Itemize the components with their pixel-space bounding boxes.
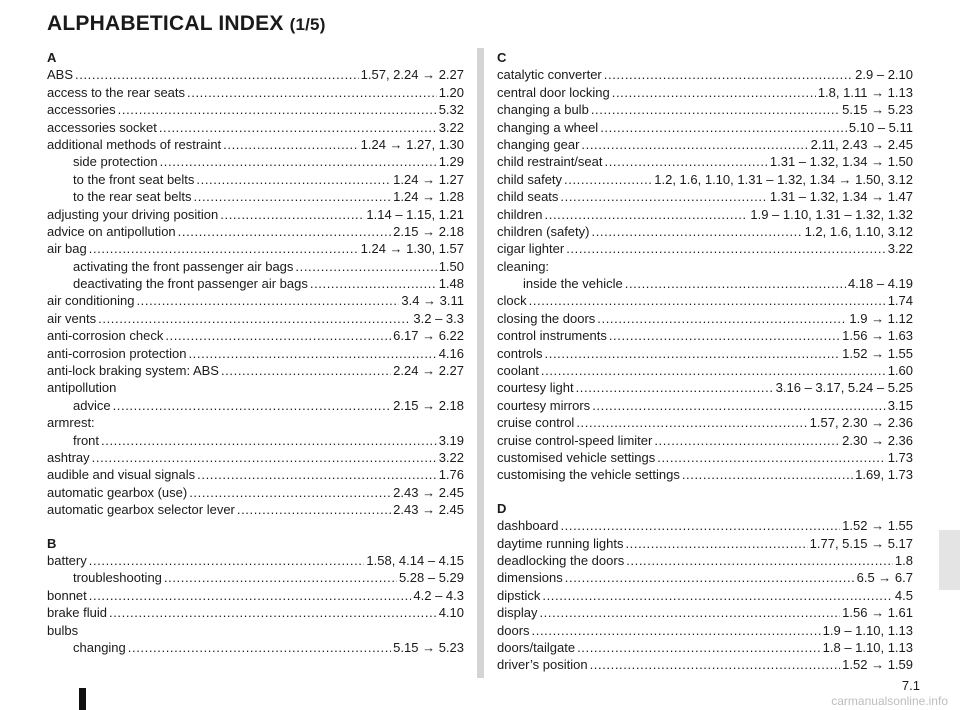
index-entry[interactable] bbox=[47, 310, 464, 327]
dot-leader bbox=[159, 119, 437, 136]
index-entry[interactable] bbox=[47, 345, 464, 362]
index-entry[interactable] bbox=[47, 501, 464, 518]
index-entry[interactable] bbox=[497, 535, 913, 552]
dot-leader bbox=[560, 188, 767, 205]
entry-page-ref: 2.43 → 2.45 bbox=[393, 502, 464, 518]
index-entry[interactable] bbox=[497, 310, 913, 327]
index-entry[interactable] bbox=[497, 188, 913, 205]
entry-label: inside the vehicle bbox=[523, 276, 623, 292]
entry-label: changing a wheel bbox=[497, 119, 599, 135]
entry-page-ref: 1.9 – 1.10, 1.13 bbox=[822, 622, 913, 638]
entry-page-ref: 1.60 bbox=[887, 363, 913, 379]
dot-leader bbox=[89, 552, 365, 569]
index-entry[interactable] bbox=[497, 171, 913, 188]
dot-leader bbox=[165, 327, 391, 344]
entry-page-ref: 3.19 bbox=[438, 432, 464, 448]
entry-label: battery bbox=[47, 552, 87, 568]
entry-label: control instruments bbox=[497, 328, 607, 344]
page-number: 7.1 bbox=[901, 678, 920, 693]
section-letter: B bbox=[47, 535, 57, 551]
dot-leader bbox=[221, 362, 391, 379]
entry-page-ref: 1.8, 1.11 → 1.13 bbox=[817, 84, 913, 100]
index-section-b bbox=[47, 535, 464, 657]
entry-page-ref: 3.16 – 3.17, 5.24 – 5.25 bbox=[775, 380, 913, 396]
index-entry[interactable] bbox=[47, 449, 464, 466]
entry-page-ref: 1.74 bbox=[887, 293, 913, 309]
entry-label: anti-corrosion protection bbox=[47, 345, 187, 361]
section-letter: C bbox=[497, 50, 507, 65]
dot-leader bbox=[189, 484, 391, 501]
index-entry[interactable] bbox=[47, 101, 464, 118]
entry-label: bonnet bbox=[47, 587, 87, 603]
entry-page-ref: 1.2, 1.6, 1.10, 1.31 – 1.32, 1.34 → 1.50, 3.12 bbox=[654, 171, 913, 187]
index-entry[interactable] bbox=[497, 258, 913, 275]
dot-leader bbox=[223, 136, 358, 153]
entry-label: dashboard bbox=[497, 518, 559, 534]
index-entry[interactable] bbox=[497, 517, 913, 534]
entry-label: adjusting your driving position bbox=[47, 206, 219, 222]
dot-leader bbox=[196, 171, 391, 188]
entry-page-ref: 1.77, 5.15 → 5.17 bbox=[809, 535, 913, 551]
index-entry[interactable] bbox=[47, 484, 464, 501]
entry-page-ref: 1.24 → 1.28 bbox=[393, 189, 464, 205]
entry-page-ref: 1.73 bbox=[887, 449, 913, 465]
entry-label: audible and visual signals bbox=[47, 467, 196, 483]
index-entry[interactable] bbox=[47, 587, 464, 604]
dot-leader bbox=[529, 292, 886, 309]
entry-label: central door locking bbox=[497, 84, 610, 100]
entry-page-ref: 1.76 bbox=[438, 467, 464, 483]
dot-leader bbox=[576, 379, 774, 396]
index-column-left bbox=[47, 49, 464, 672]
entry-page-ref: 5.15 → 5.23 bbox=[393, 639, 464, 655]
index-entry[interactable] bbox=[497, 414, 913, 431]
entry-page-ref: 1.52 → 1.55 bbox=[842, 518, 913, 534]
index-entry[interactable] bbox=[497, 432, 913, 449]
index-subentry[interactable] bbox=[47, 188, 464, 205]
entry-label: activating the front passenger air bags bbox=[73, 258, 294, 274]
corner-mark bbox=[79, 688, 86, 710]
entry-label: troubleshooting bbox=[73, 570, 162, 586]
entry-label: dimensions bbox=[497, 570, 563, 586]
dot-leader bbox=[625, 275, 846, 292]
index-entry[interactable] bbox=[497, 66, 913, 83]
entry-page-ref: 1.52 → 1.55 bbox=[842, 345, 913, 361]
entry-label: cruise control-speed limiter bbox=[497, 432, 653, 448]
dot-leader bbox=[545, 345, 841, 362]
index-subentry[interactable] bbox=[47, 639, 464, 656]
index-entry[interactable] bbox=[497, 639, 913, 656]
chapter-tab bbox=[939, 530, 960, 590]
dot-leader bbox=[609, 327, 840, 344]
index-entry[interactable] bbox=[497, 604, 913, 621]
entry-page-ref: 6.5 → 6.7 bbox=[856, 570, 913, 586]
entry-page-ref: 1.69, 1.73 bbox=[855, 467, 913, 483]
index-entry[interactable] bbox=[47, 622, 464, 639]
entry-label: cigar lighter bbox=[497, 241, 565, 257]
entry-page-ref: 1.24 → 1.27 bbox=[393, 171, 464, 187]
dot-leader bbox=[564, 171, 652, 188]
dot-leader bbox=[194, 188, 392, 205]
entry-label: doors bbox=[497, 622, 530, 638]
entry-page-ref: 4.10 bbox=[438, 605, 464, 621]
entry-label: controls bbox=[497, 345, 543, 361]
dot-leader bbox=[75, 66, 359, 83]
entry-label: advice bbox=[73, 397, 111, 413]
dot-leader bbox=[220, 206, 364, 223]
index-entry[interactable] bbox=[497, 449, 913, 466]
entry-label: clock bbox=[497, 293, 527, 309]
index-entry[interactable] bbox=[497, 587, 913, 604]
dot-leader bbox=[532, 622, 821, 639]
index-entry[interactable] bbox=[497, 292, 913, 309]
index-entry[interactable] bbox=[47, 379, 464, 396]
index-entry[interactable] bbox=[47, 327, 464, 344]
entry-page-ref: 2.24 → 2.27 bbox=[393, 363, 464, 379]
dot-leader bbox=[539, 604, 840, 621]
dot-leader bbox=[600, 119, 847, 136]
index-section-c bbox=[497, 49, 913, 484]
index-subentry[interactable] bbox=[47, 275, 464, 292]
dot-leader bbox=[612, 84, 816, 101]
section-letter: A bbox=[47, 50, 57, 65]
dot-leader bbox=[581, 136, 808, 153]
entry-label: doors/tailgate bbox=[497, 639, 576, 655]
index-entry[interactable] bbox=[497, 622, 913, 639]
index-entry[interactable] bbox=[497, 153, 913, 170]
entry-label: access to the rear seats bbox=[47, 84, 186, 100]
page-subtitle: (1/5) bbox=[289, 15, 326, 34]
page-title-text: ALPHABETICAL INDEX bbox=[47, 12, 284, 35]
dot-leader bbox=[604, 66, 853, 83]
entry-page-ref: 5.28 – 5.29 bbox=[398, 570, 464, 586]
entry-label: deadlocking the doors bbox=[497, 552, 625, 568]
entry-page-ref: 1.58, 4.14 – 4.15 bbox=[366, 552, 464, 568]
entry-page-ref: 4.18 – 4.19 bbox=[847, 276, 913, 292]
dot-leader bbox=[591, 101, 840, 118]
dot-leader bbox=[98, 310, 411, 327]
entry-page-ref: 4.5 bbox=[894, 587, 913, 603]
index-subentry[interactable] bbox=[47, 397, 464, 414]
entry-page-ref: 2.11, 2.43 → 2.45 bbox=[810, 136, 913, 152]
entry-page-ref: 1.52 → 1.59 bbox=[842, 657, 913, 673]
watermark: carmanualsonline.info bbox=[831, 694, 948, 708]
entry-page-ref: 2.15 → 2.18 bbox=[393, 223, 464, 239]
entry-label: dipstick bbox=[497, 587, 541, 603]
dot-leader bbox=[626, 552, 893, 569]
index-entry[interactable] bbox=[497, 101, 913, 118]
entry-label: air bag bbox=[47, 241, 87, 257]
entry-label: customising the vehicle settings bbox=[497, 467, 680, 483]
dot-leader bbox=[89, 587, 412, 604]
dot-leader bbox=[625, 535, 807, 552]
index-entry[interactable] bbox=[47, 362, 464, 379]
index-entry[interactable] bbox=[47, 240, 464, 257]
entry-page-ref: 6.17 → 6.22 bbox=[393, 328, 464, 344]
index-entry[interactable] bbox=[497, 119, 913, 136]
entry-label: to the rear seat belts bbox=[73, 189, 192, 205]
entry-label: changing bbox=[73, 639, 126, 655]
entry-label: driver’s position bbox=[497, 657, 588, 673]
dot-leader bbox=[565, 569, 855, 586]
index-entry[interactable] bbox=[497, 84, 913, 101]
entry-label: additional methods of restraint bbox=[47, 136, 222, 152]
entry-page-ref: 5.32 bbox=[438, 102, 464, 118]
index-column-right bbox=[497, 49, 913, 690]
entry-page-ref: 1.24 → 1.30, 1.57 bbox=[360, 241, 464, 257]
dot-leader bbox=[118, 101, 437, 118]
dot-leader bbox=[164, 569, 397, 586]
entry-label: coolant bbox=[497, 363, 539, 379]
index-entry[interactable] bbox=[497, 379, 913, 396]
entry-page-ref: 2.9 – 2.10 bbox=[855, 67, 913, 83]
entry-label: cruise control bbox=[497, 415, 575, 431]
dot-leader bbox=[113, 397, 392, 414]
entry-page-ref: 1.24 → 1.27, 1.30 bbox=[360, 136, 464, 152]
entry-page-ref: 1.2, 1.6, 1.10, 3.12 bbox=[804, 223, 913, 239]
entry-page-ref: 1.57, 2.24 → 2.27 bbox=[360, 67, 464, 83]
dot-leader bbox=[136, 292, 399, 309]
entry-label: child safety bbox=[497, 171, 563, 187]
dot-leader bbox=[654, 432, 840, 449]
index-entry[interactable] bbox=[47, 119, 464, 136]
entry-label: ashtray bbox=[47, 449, 90, 465]
dot-leader bbox=[682, 466, 853, 483]
dot-leader bbox=[566, 240, 885, 257]
entry-page-ref: 3.4 → 3.11 bbox=[401, 293, 464, 309]
dot-leader bbox=[237, 501, 391, 518]
entry-label: display bbox=[497, 605, 538, 621]
index-subentry[interactable] bbox=[47, 432, 464, 449]
index-entry[interactable] bbox=[47, 604, 464, 621]
dot-leader bbox=[128, 639, 391, 656]
index-entry[interactable] bbox=[47, 66, 464, 83]
entry-label: automatic gearbox (use) bbox=[47, 484, 188, 500]
dot-leader bbox=[545, 206, 749, 223]
index-entry[interactable] bbox=[497, 466, 913, 483]
index-entry[interactable] bbox=[497, 362, 913, 379]
index-entry[interactable] bbox=[497, 397, 913, 414]
entry-label: armrest: bbox=[47, 415, 95, 431]
entry-page-ref: 2.43 → 2.45 bbox=[393, 484, 464, 500]
index-entry[interactable] bbox=[47, 414, 464, 431]
index-entry[interactable] bbox=[497, 206, 913, 223]
dot-leader bbox=[295, 258, 436, 275]
dot-leader bbox=[92, 449, 437, 466]
index-entry[interactable] bbox=[497, 656, 913, 673]
index-entry[interactable] bbox=[47, 552, 464, 569]
entry-page-ref: 3.15 bbox=[887, 397, 913, 413]
column-divider bbox=[477, 48, 484, 678]
entry-label: accessories bbox=[47, 102, 116, 118]
dot-leader bbox=[542, 587, 893, 604]
entry-label: automatic gearbox selector lever bbox=[47, 502, 235, 518]
entry-page-ref: 5.15 → 5.23 bbox=[842, 102, 913, 118]
entry-page-ref: 1.8 bbox=[894, 552, 913, 568]
dot-leader bbox=[657, 449, 885, 466]
entry-page-ref: 4.2 – 4.3 bbox=[413, 587, 464, 603]
entry-label: to the front seat belts bbox=[73, 171, 195, 187]
entry-page-ref: 2.15 → 2.18 bbox=[393, 397, 464, 413]
entry-label: accessories socket bbox=[47, 119, 157, 135]
index-entry[interactable] bbox=[47, 466, 464, 483]
entry-label: deactivating the front passenger air bags bbox=[73, 276, 308, 292]
entry-label: front bbox=[73, 432, 100, 448]
entry-page-ref: 1.56 → 1.61 bbox=[842, 605, 913, 621]
index-subentry[interactable] bbox=[47, 258, 464, 275]
entry-label: changing a bulb bbox=[497, 102, 589, 118]
entry-label: closing the doors bbox=[497, 310, 596, 326]
entry-label: air vents bbox=[47, 310, 97, 326]
entry-label: anti-lock braking system: ABS bbox=[47, 363, 219, 379]
entry-label: customised vehicle settings bbox=[497, 449, 656, 465]
index-entry[interactable] bbox=[497, 223, 913, 240]
entry-label: anti-corrosion check bbox=[47, 328, 164, 344]
entry-label: antipollution bbox=[47, 380, 117, 396]
dot-leader bbox=[560, 517, 840, 534]
dot-leader bbox=[109, 604, 437, 621]
index-entry[interactable] bbox=[47, 84, 464, 101]
entry-page-ref: 3.22 bbox=[438, 449, 464, 465]
entry-label: cleaning: bbox=[497, 258, 550, 274]
entry-page-ref: 1.14 – 1.15, 1.21 bbox=[366, 206, 464, 222]
entry-label: bulbs bbox=[47, 622, 79, 638]
entry-page-ref: 3.22 bbox=[438, 119, 464, 135]
dot-leader bbox=[197, 466, 437, 483]
entry-page-ref: 2.30 → 2.36 bbox=[842, 432, 913, 448]
entry-label: children (safety) bbox=[497, 223, 590, 239]
index-entry[interactable] bbox=[497, 136, 913, 153]
entry-page-ref: 4.16 bbox=[438, 345, 464, 361]
entry-label: child seats bbox=[497, 189, 559, 205]
entry-page-ref: 1.31 – 1.32, 1.34 → 1.50 bbox=[769, 154, 913, 170]
index-entry[interactable] bbox=[497, 552, 913, 569]
dot-leader bbox=[591, 223, 802, 240]
entry-page-ref: 1.48 bbox=[438, 276, 464, 292]
index-entry[interactable] bbox=[47, 206, 464, 223]
entry-page-ref: 1.29 bbox=[438, 154, 464, 170]
dot-leader bbox=[101, 432, 437, 449]
entry-label: ABS bbox=[47, 67, 74, 83]
dot-leader bbox=[577, 639, 821, 656]
section-letter: D bbox=[497, 500, 507, 516]
dot-leader bbox=[89, 240, 359, 257]
entry-page-ref: 1.56 → 1.63 bbox=[842, 328, 913, 344]
index-section-a bbox=[47, 49, 464, 519]
entry-page-ref: 3.22 bbox=[887, 241, 913, 257]
index-entry[interactable] bbox=[497, 569, 913, 586]
index-section-d bbox=[497, 500, 913, 674]
entry-page-ref: 1.31 – 1.32, 1.34 → 1.47 bbox=[769, 189, 913, 205]
index-entry[interactable] bbox=[497, 327, 913, 344]
entry-label: courtesy mirrors bbox=[497, 397, 591, 413]
entry-page-ref: 1.9 – 1.10, 1.31 – 1.32, 1.32 bbox=[750, 206, 913, 222]
entry-label: children bbox=[497, 206, 543, 222]
index-subentry[interactable] bbox=[47, 153, 464, 170]
dot-leader bbox=[605, 153, 768, 170]
entry-label: brake fluid bbox=[47, 605, 107, 621]
entry-label: changing gear bbox=[497, 136, 580, 152]
entry-page-ref: 5.10 – 5.11 bbox=[848, 119, 913, 135]
dot-leader bbox=[597, 310, 847, 327]
entry-label: child restraint/seat bbox=[497, 154, 603, 170]
dot-leader bbox=[188, 345, 436, 362]
index-entry[interactable] bbox=[47, 136, 464, 153]
entry-page-ref: 1.57, 2.30 → 2.36 bbox=[809, 415, 913, 431]
index-entry[interactable] bbox=[497, 240, 913, 257]
entry-page-ref: 1.20 bbox=[438, 84, 464, 100]
dot-leader bbox=[310, 275, 437, 292]
entry-label: daytime running lights bbox=[497, 535, 624, 551]
entry-label: catalytic converter bbox=[497, 67, 602, 83]
index-entry[interactable] bbox=[497, 345, 913, 362]
dot-leader bbox=[592, 397, 886, 414]
dot-leader bbox=[160, 153, 437, 170]
entry-page-ref: 1.50 bbox=[438, 258, 464, 274]
entry-page-ref: 1.9 → 1.12 bbox=[849, 310, 913, 326]
entry-page-ref: 3.2 – 3.3 bbox=[413, 310, 464, 326]
page-title bbox=[47, 12, 326, 36]
entry-label: courtesy light bbox=[497, 380, 574, 396]
index-entry[interactable] bbox=[47, 292, 464, 309]
index-subentry[interactable] bbox=[47, 569, 464, 586]
entry-page-ref: 1.8 – 1.10, 1.13 bbox=[822, 639, 913, 655]
entry-label: side protection bbox=[73, 154, 158, 170]
dot-leader bbox=[178, 223, 392, 240]
dot-leader bbox=[187, 84, 437, 101]
index-entry[interactable] bbox=[47, 223, 464, 240]
dot-leader bbox=[541, 362, 886, 379]
entry-label: advice on antipollution bbox=[47, 223, 176, 239]
dot-leader bbox=[576, 414, 807, 431]
index-subentry[interactable] bbox=[47, 171, 464, 188]
dot-leader bbox=[590, 656, 841, 673]
index-subentry[interactable] bbox=[497, 275, 913, 292]
entry-label: air conditioning bbox=[47, 293, 135, 309]
